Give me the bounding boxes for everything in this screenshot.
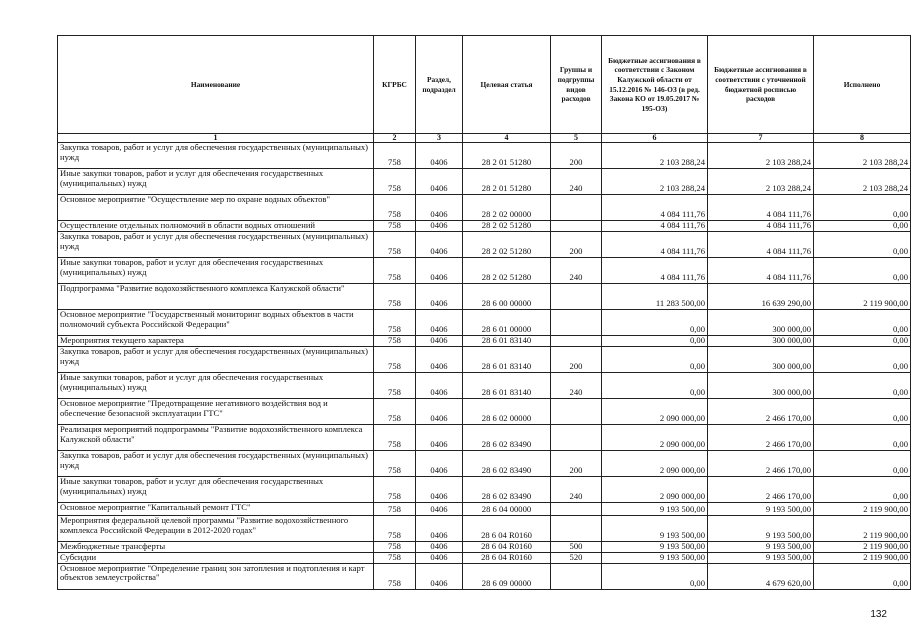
row-budget-refined: 9 193 500,00 [708, 541, 814, 552]
row-executed: 2 103 288,24 [814, 169, 911, 195]
row-group [551, 424, 602, 450]
row-executed: 0,00 [814, 563, 911, 589]
row-budget-law: 2 090 000,00 [602, 450, 708, 476]
row-name: Иные закупки товаров, работ и услуг для обеспечения государственных (муниципальных) нужд [58, 372, 374, 398]
row-group [551, 309, 602, 335]
column-number: 4 [463, 134, 551, 143]
row-section: 0406 [416, 502, 463, 515]
row-target: 28 6 02 83490 [463, 424, 551, 450]
row-kgrbs: 758 [374, 515, 416, 541]
row-kgrbs: 758 [374, 398, 416, 424]
row-budget-law: 2 090 000,00 [602, 424, 708, 450]
row-kgrbs: 758 [374, 372, 416, 398]
row-section: 0406 [416, 476, 463, 502]
row-budget-law: 4 084 111,76 [602, 195, 708, 221]
row-target: 28 6 04 R0160 [463, 515, 551, 541]
row-group: 240 [551, 476, 602, 502]
header-executed: Исполнено [814, 36, 911, 134]
row-name: Межбюджетные трансферты [58, 541, 374, 552]
row-name: Закупка товаров, работ и услуг для обеспечения государственных (муниципальных) нужд [58, 450, 374, 476]
page-number: 132 [870, 609, 887, 620]
row-budget-law: 0,00 [602, 372, 708, 398]
row-kgrbs: 758 [374, 424, 416, 450]
table-row [58, 221, 911, 232]
row-target: 28 6 01 83140 [463, 372, 551, 398]
table-row [58, 372, 911, 398]
row-section: 0406 [416, 309, 463, 335]
row-target: 28 2 02 00000 [463, 195, 551, 221]
table-row [58, 424, 911, 450]
row-kgrbs: 758 [374, 502, 416, 515]
row-kgrbs: 758 [374, 541, 416, 552]
row-target: 28 6 02 83490 [463, 450, 551, 476]
row-group: 240 [551, 257, 602, 283]
column-number: 1 [58, 134, 374, 143]
row-target: 28 6 01 83140 [463, 335, 551, 346]
table-row [58, 169, 911, 195]
row-budget-refined: 2 466 170,00 [708, 450, 814, 476]
row-executed: 0,00 [814, 346, 911, 372]
row-executed: 0,00 [814, 195, 911, 221]
row-target: 28 2 02 51280 [463, 231, 551, 257]
column-number: 8 [814, 134, 911, 143]
row-name: Закупка товаров, работ и услуг для обеспечения государственных (муниципальных) нужд [58, 231, 374, 257]
row-name: Субсидии [58, 552, 374, 563]
row-budget-refined: 4 084 111,76 [708, 221, 814, 232]
row-budget-refined: 9 193 500,00 [708, 515, 814, 541]
row-section: 0406 [416, 231, 463, 257]
row-name: Мероприятия текущего характера [58, 335, 374, 346]
row-kgrbs: 758 [374, 563, 416, 589]
row-group: 200 [551, 450, 602, 476]
row-target: 28 6 09 00000 [463, 563, 551, 589]
row-budget-law: 4 084 111,76 [602, 231, 708, 257]
row-budget-law: 0,00 [602, 346, 708, 372]
budget-table [57, 35, 911, 590]
row-group [551, 563, 602, 589]
row-budget-refined: 300 000,00 [708, 346, 814, 372]
row-section: 0406 [416, 450, 463, 476]
table-row [58, 398, 911, 424]
column-number: 6 [602, 134, 708, 143]
row-budget-refined: 4 084 111,76 [708, 257, 814, 283]
header-budget-refined: Бюджетные ассигнования в соответствии с уточненной бюджетной росписью расходов [708, 36, 814, 134]
row-section: 0406 [416, 221, 463, 232]
table-row [58, 515, 911, 541]
row-target: 28 2 01 51280 [463, 169, 551, 195]
row-budget-law: 0,00 [602, 309, 708, 335]
row-section: 0406 [416, 346, 463, 372]
row-budget-refined: 4 084 111,76 [708, 231, 814, 257]
row-section: 0406 [416, 563, 463, 589]
row-kgrbs: 758 [374, 195, 416, 221]
row-group [551, 221, 602, 232]
row-name: Основное мероприятие "Капитальный ремонт ГТС" [58, 502, 374, 515]
row-target: 28 6 00 00000 [463, 283, 551, 309]
row-executed: 0,00 [814, 221, 911, 232]
row-section: 0406 [416, 283, 463, 309]
row-target: 28 6 01 00000 [463, 309, 551, 335]
table-row [58, 552, 911, 563]
row-executed: 0,00 [814, 450, 911, 476]
row-budget-refined: 4 679 620,00 [708, 563, 814, 589]
row-section: 0406 [416, 372, 463, 398]
column-number: 7 [708, 134, 814, 143]
row-budget-refined: 9 193 500,00 [708, 502, 814, 515]
row-budget-law: 9 193 500,00 [602, 502, 708, 515]
row-executed: 2 119 900,00 [814, 552, 911, 563]
header-section: Раздел, подраздел [416, 36, 463, 134]
row-kgrbs: 758 [374, 283, 416, 309]
row-group [551, 195, 602, 221]
row-budget-law: 2 090 000,00 [602, 398, 708, 424]
row-budget-refined: 2 466 170,00 [708, 398, 814, 424]
table-row [58, 563, 911, 589]
row-section: 0406 [416, 169, 463, 195]
row-group: 200 [551, 143, 602, 169]
row-name: Подпрограмма "Развитие водохозяйственного комплекса Калужской области" [58, 283, 374, 309]
row-kgrbs: 758 [374, 169, 416, 195]
column-number: 3 [416, 134, 463, 143]
row-executed: 0,00 [814, 257, 911, 283]
row-group: 200 [551, 346, 602, 372]
row-target: 28 2 01 51280 [463, 143, 551, 169]
row-executed: 0,00 [814, 476, 911, 502]
table-row [58, 231, 911, 257]
table-row [58, 346, 911, 372]
row-executed: 2 119 900,00 [814, 541, 911, 552]
table-row [58, 541, 911, 552]
row-budget-law: 0,00 [602, 563, 708, 589]
header-groups: Группы и подгруппы видов расходов [551, 36, 602, 134]
table-row [58, 309, 911, 335]
row-budget-law: 2 103 288,24 [602, 169, 708, 195]
row-executed: 0,00 [814, 372, 911, 398]
column-number: 5 [551, 134, 602, 143]
row-name: Основное мероприятие "Предотвращение негативного воздействия вод и обеспечение безопасной эксплуатации ГТС" [58, 398, 374, 424]
row-budget-refined: 2 466 170,00 [708, 424, 814, 450]
row-section: 0406 [416, 143, 463, 169]
row-target: 28 6 02 00000 [463, 398, 551, 424]
header-budget-law: Бюджетные ассигнования в соответствии с Законом Калужской области от 15.12.2016 № 146-ОЗ (в ред. Закона КО от 19.05.2017 № 195-ОЗ) [602, 36, 708, 134]
row-executed: 2 103 288,24 [814, 143, 911, 169]
row-executed: 2 119 900,00 [814, 515, 911, 541]
row-section: 0406 [416, 541, 463, 552]
row-target: 28 6 01 83140 [463, 346, 551, 372]
row-section: 0406 [416, 195, 463, 221]
row-budget-refined: 9 193 500,00 [708, 552, 814, 563]
row-executed: 0,00 [814, 398, 911, 424]
row-executed: 2 119 900,00 [814, 283, 911, 309]
row-budget-refined: 2 103 288,24 [708, 169, 814, 195]
row-kgrbs: 758 [374, 309, 416, 335]
row-target: 28 6 04 00000 [463, 502, 551, 515]
row-budget-refined: 300 000,00 [708, 309, 814, 335]
row-kgrbs: 758 [374, 476, 416, 502]
row-budget-law: 11 283 500,00 [602, 283, 708, 309]
row-section: 0406 [416, 335, 463, 346]
row-executed: 0,00 [814, 231, 911, 257]
column-number: 2 [374, 134, 416, 143]
row-kgrbs: 758 [374, 221, 416, 232]
row-budget-law: 9 193 500,00 [602, 515, 708, 541]
row-section: 0406 [416, 515, 463, 541]
table-row [58, 283, 911, 309]
row-name: Закупка товаров, работ и услуг для обеспечения государственных (муниципальных) нужд [58, 143, 374, 169]
row-group: 520 [551, 552, 602, 563]
row-budget-refined: 4 084 111,76 [708, 195, 814, 221]
row-name: Основное мероприятие "Государственный мониторинг водных объектов в части полномочий субъекта Российской Федерации" [58, 309, 374, 335]
row-executed: 0,00 [814, 309, 911, 335]
row-target: 28 6 04 R0160 [463, 552, 551, 563]
row-budget-refined: 300 000,00 [708, 335, 814, 346]
row-kgrbs: 758 [374, 450, 416, 476]
row-budget-law: 4 084 111,76 [602, 221, 708, 232]
row-group: 240 [551, 169, 602, 195]
row-kgrbs: 758 [374, 346, 416, 372]
row-section: 0406 [416, 552, 463, 563]
row-kgrbs: 758 [374, 231, 416, 257]
row-executed: 0,00 [814, 424, 911, 450]
header-kgrbs: КГРБС [374, 36, 416, 134]
row-budget-law: 0,00 [602, 335, 708, 346]
row-budget-law: 4 084 111,76 [602, 257, 708, 283]
row-section: 0406 [416, 257, 463, 283]
row-budget-law: 2 103 288,24 [602, 143, 708, 169]
row-name: Осуществление отдельных полномочий в области водных отношений [58, 221, 374, 232]
row-budget-law: 9 193 500,00 [602, 541, 708, 552]
table-body [58, 143, 911, 590]
table-row [58, 335, 911, 346]
row-group: 200 [551, 231, 602, 257]
row-target: 28 6 02 83490 [463, 476, 551, 502]
row-name: Мероприятия федеральной целевой программы "Развитие водохозяйственного комплекса Российской Федерации в 2012-2020 годах" [58, 515, 374, 541]
row-name: Иные закупки товаров, работ и услуг для обеспечения государственных (муниципальных) нужд [58, 169, 374, 195]
table-row [58, 143, 911, 169]
table-row [58, 476, 911, 502]
row-budget-refined: 2 103 288,24 [708, 143, 814, 169]
row-target: 28 2 02 51280 [463, 257, 551, 283]
row-kgrbs: 758 [374, 257, 416, 283]
row-name: Основное мероприятие "Определение границ зон затопления и подтопления и карт объектов землеустройства" [58, 563, 374, 589]
row-kgrbs: 758 [374, 335, 416, 346]
row-name: Основное мероприятие "Осуществление мер по охране водных объектов" [58, 195, 374, 221]
row-group [551, 502, 602, 515]
table-row [58, 450, 911, 476]
header-name: Наименование [58, 36, 374, 134]
row-group: 240 [551, 372, 602, 398]
row-executed: 0,00 [814, 335, 911, 346]
row-group: 500 [551, 541, 602, 552]
row-target: 28 2 02 51280 [463, 221, 551, 232]
row-executed: 2 119 900,00 [814, 502, 911, 515]
table-row [58, 502, 911, 515]
row-budget-refined: 16 639 290,00 [708, 283, 814, 309]
row-kgrbs: 758 [374, 143, 416, 169]
row-budget-law: 9 193 500,00 [602, 552, 708, 563]
row-group [551, 398, 602, 424]
row-budget-refined: 2 466 170,00 [708, 476, 814, 502]
row-section: 0406 [416, 398, 463, 424]
row-name: Иные закупки товаров, работ и услуг для обеспечения государственных (муниципальных) нужд [58, 257, 374, 283]
row-group [551, 283, 602, 309]
row-kgrbs: 758 [374, 552, 416, 563]
header-target: Целевая статья [463, 36, 551, 134]
row-group [551, 515, 602, 541]
row-section: 0406 [416, 424, 463, 450]
row-budget-law: 2 090 000,00 [602, 476, 708, 502]
table-header-row [58, 36, 911, 134]
row-budget-refined: 300 000,00 [708, 372, 814, 398]
row-name: Закупка товаров, работ и услуг для обеспечения государственных (муниципальных) нужд [58, 346, 374, 372]
table-row [58, 195, 911, 221]
row-name: Реализация мероприятий подпрограммы "Развитие водохозяйственного комплекса Калужской области" [58, 424, 374, 450]
row-name: Иные закупки товаров, работ и услуг для обеспечения государственных (муниципальных) нужд [58, 476, 374, 502]
table-row [58, 257, 911, 283]
row-group [551, 335, 602, 346]
row-target: 28 6 04 R0160 [463, 541, 551, 552]
